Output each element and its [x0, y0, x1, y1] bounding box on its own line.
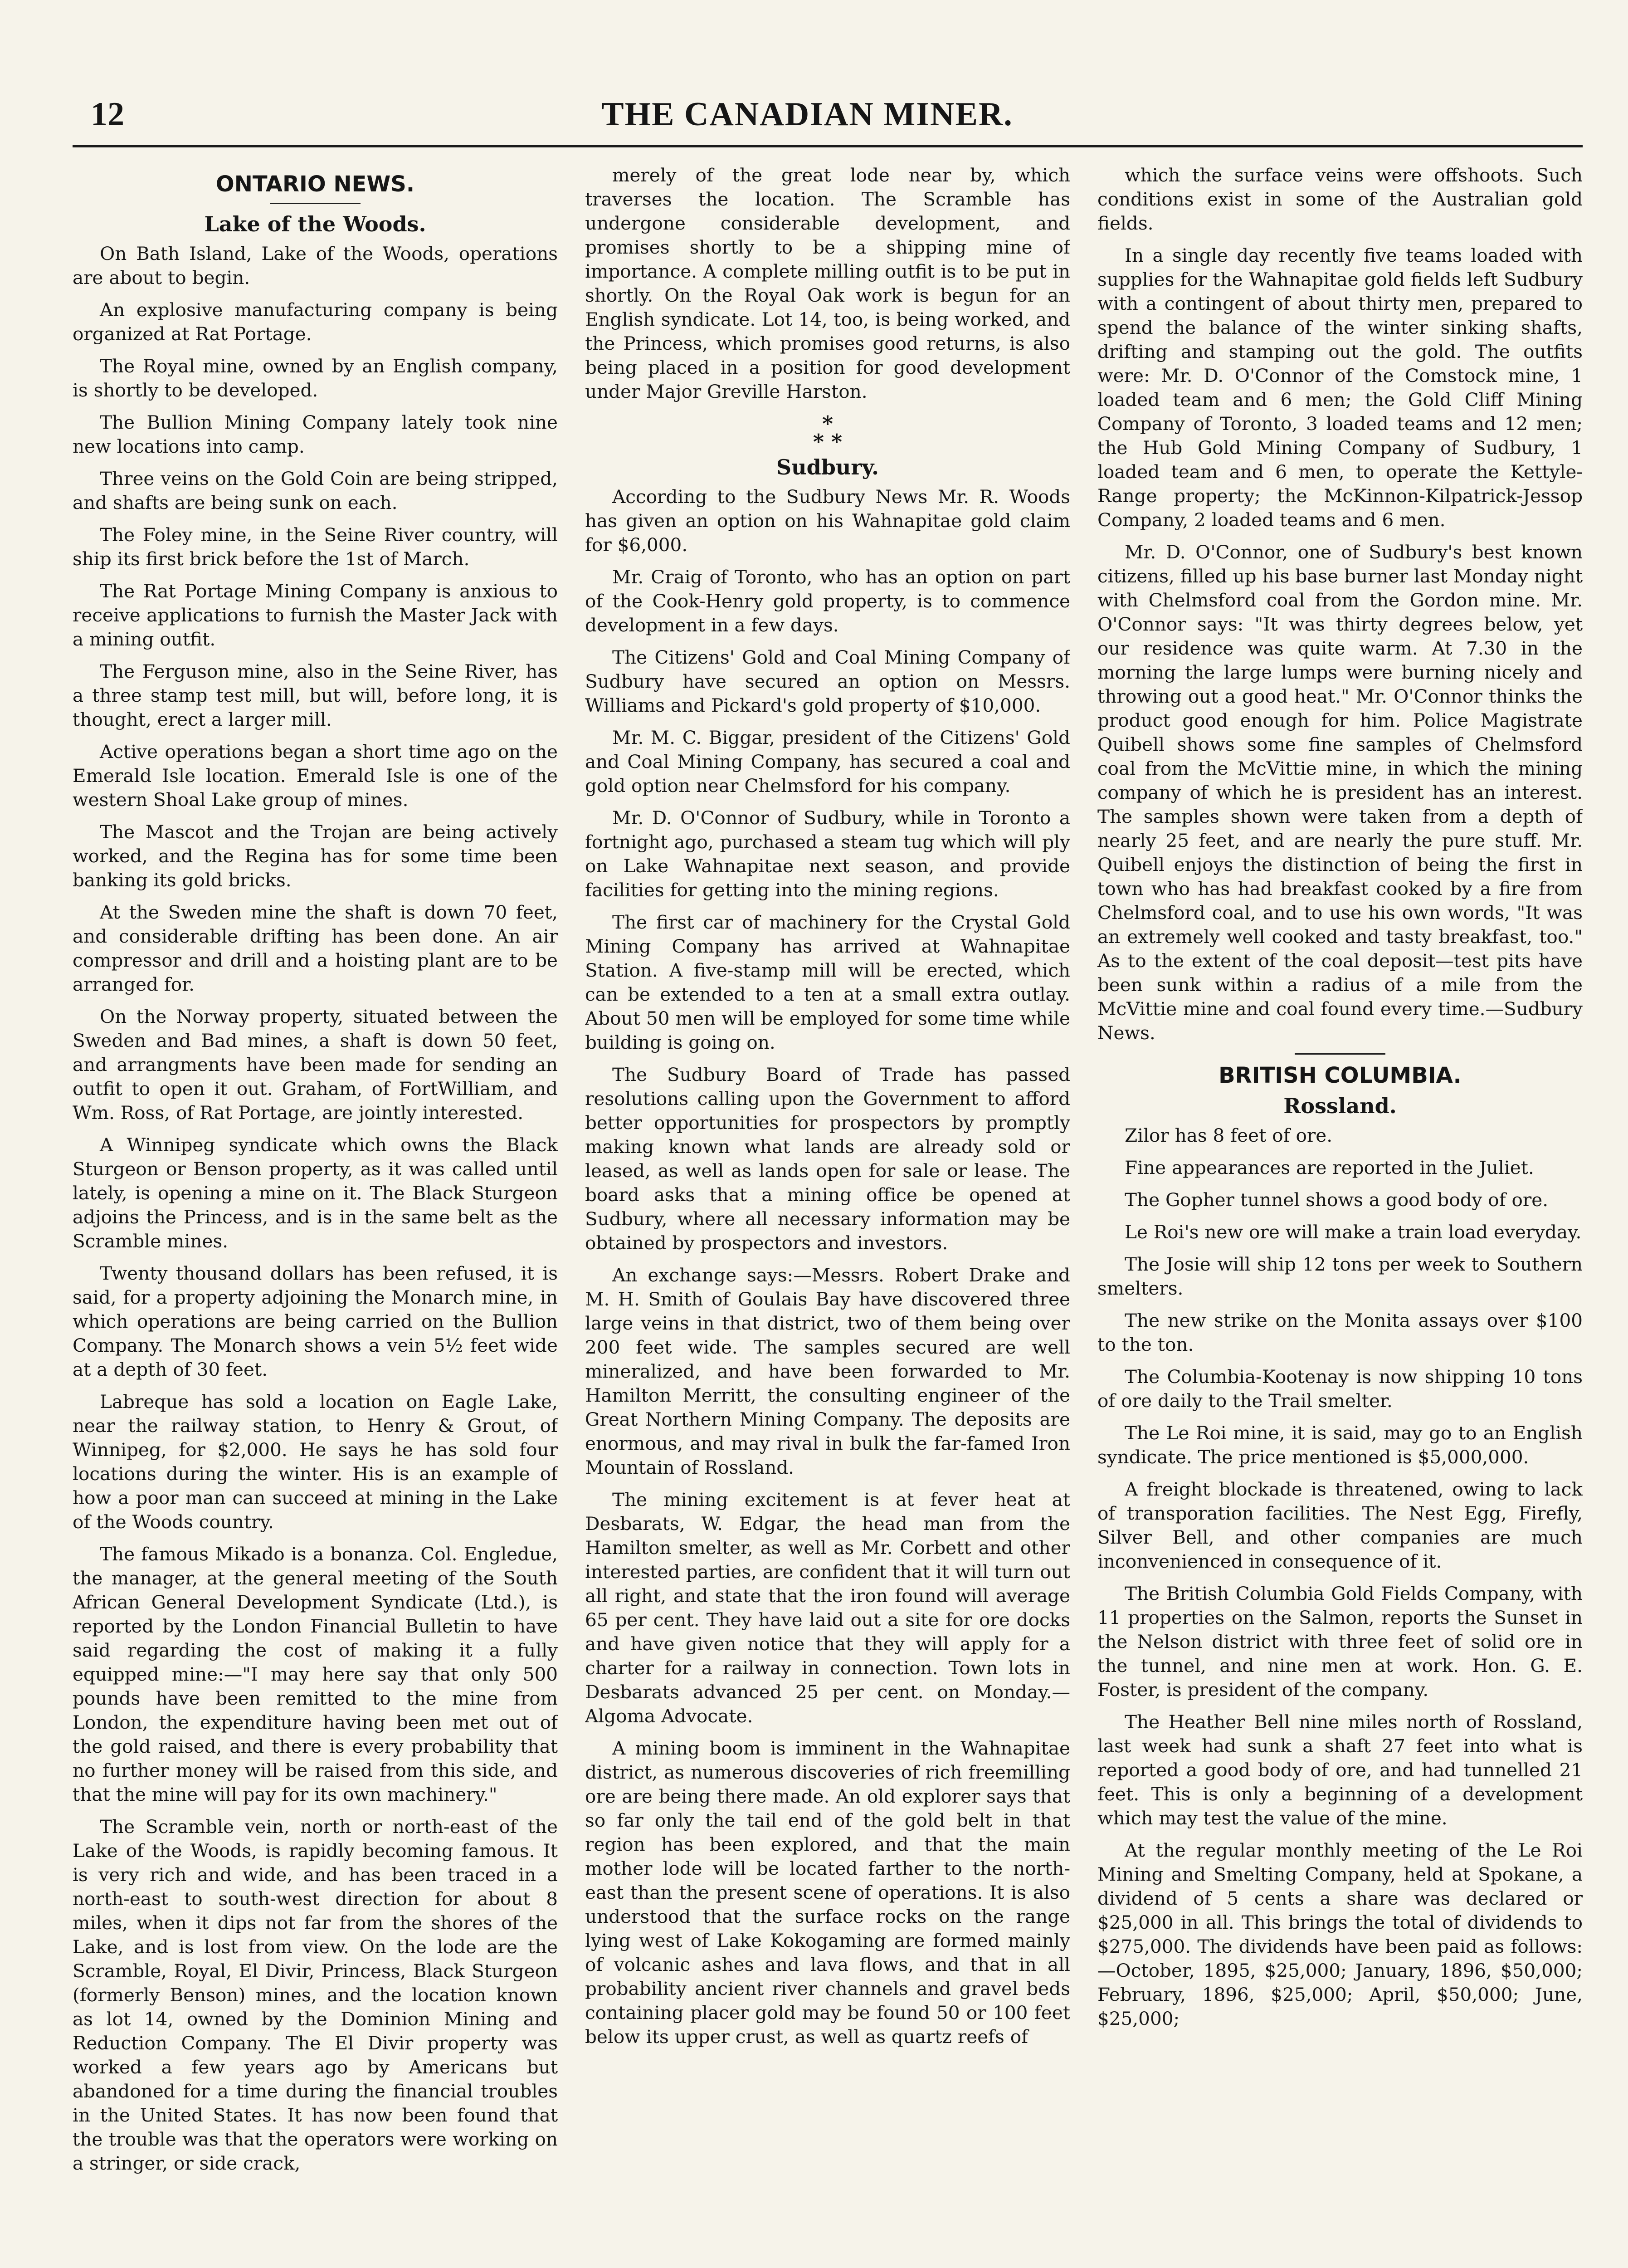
paragraph: Twenty thousand dollars has been refused, it is said, for a property adjoining the Monarch mine, in which operations are being carried on the Bullion Company. The Monarch shows a vein 5½ feet wide at a depth of 30 feet.: [73, 1262, 558, 1380]
asterism-divider: * * *: [813, 411, 843, 454]
section-title-british-columbia: BRITISH COLUMBIA.: [1219, 1063, 1462, 1088]
paragraph: merely of the great lode near by, which traverses the location. The Scramble has undergone considerable development, and promises shortly to be a shipping mine of importance. A complete milling outfit is to be put in shortly. On the Royal Oak work is begun for an English syndicate. Lot 14, too, is being worked, and the Princess, which promises good returns, is also being placed in a position for good development under Major Greville Harston.: [585, 164, 1070, 402]
paragraph: Mr. M. C. Biggar, president of the Citizens' Gold and Coal Mining Company, has secured a coal and gold option near Chelmsford for his company.: [585, 727, 1070, 797]
paragraph: Mr. Craig of Toronto, who has an option on part of the Cook-Henry gold property, is to commence development in a few days.: [585, 566, 1070, 636]
subhead-rossland: Rossland.: [1283, 1094, 1397, 1118]
paragraph: The Scramble vein, north or north-east of the Lake of the Woods, is rapidly becoming famous. It is very rich and wide, and has been traced in a north-east to south-west direction for about 8 miles, when it dips not far from the shores of the Lake, and is lost from view. On the lode are the Scramble, Royal, El Divir, Princess, Black Sturgeon (formerly Benson) mines, and the location known as lot 14, owned by the Dominion Mining and Reduction Company. The El Divir property was worked a few years ago by Americans but abandoned for a time during the financial troubles in the United States. It has now been found that the trouble was that the operators were working on a stringer, or side crack,: [73, 1816, 558, 2174]
column-2: [585, 163, 1070, 2268]
paragraph: The British Columbia Gold Fields Company, with 11 properties on the Salmon, reports the Sunset in the Nelson district with three feet of solid ore in the tunnel, and nine men at work. Hon. G. E. Foster, is president of the company.: [1097, 1583, 1583, 1701]
paragraph: The Columbia-Kootenay is now shipping 10 tons of ore daily to the Trail smelter.: [1097, 1366, 1583, 1412]
paragraph: A mining boom is imminent in the Wahnapitae district, as numerous discoveries of rich freemilling ore are being there made. An old explorer says that so far only the tail end of the gold belt in that region has been explored, and that the main mother lode will be located farther to the north-east than the present scene of operations. It is also understood that the surface rocks on the range lying west of Lake Kokogaming are formed mainly of volcanic ashes and lava flows, and that in all probability ancient river channels and gravel beds containing placer gold may be found 50 or 100 feet below its upper crust, as well as quartz reefs of: [585, 1737, 1070, 2048]
subhead-sudbury: Sudbury.: [776, 455, 879, 479]
subhead-lake-of-the-woods: Lake of the Woods.: [204, 212, 426, 236]
paragraph: At the Sweden mine the shaft is down 70 feet, and considerable drifting has been done. An air compressor and drill and a hoisting plant are to be arranged for.: [73, 901, 558, 995]
paragraph: Labreque has sold a location on Eagle Lake, near the railway station, to Henry & Grout, of Winnipeg, for $2,000. He says he has sold four locations during the winter. His is an example of how a poor man can succeed at mining in the Lake of the Woods country.: [73, 1391, 558, 1533]
paragraph: Mr. D. O'Connor of Sudbury, while in Toronto a fortnight ago, purchased a steam tug which will ply on Lake Wahnapitae next season, and provide facilities for getting into the mining regions.: [585, 807, 1070, 901]
paragraph: The Ferguson mine, also in the Seine River, has a three stamp test mill, but will, before long, it is thought, erect a larger mill.: [73, 660, 558, 730]
paragraph: Zilor has 8 feet of ore.: [1125, 1124, 1333, 1146]
paragraph: An exchange says:—Messrs. Robert Drake and M. H. Smith of Goulais Bay have discovered three large veins in that district, two of them being over 200 feet wide. The samples secured are well mineralized, and have been forwarded to Mr. Hamilton Merritt, the consulting engineer of the Great Northern Mining Company. The deposits are enormous, and may rival in bulk the far-famed Iron Mountain of Rossland.: [585, 1264, 1070, 1478]
paragraph: The Le Roi mine, it is said, may go to an English syndicate. The price mentioned is $5,000,000.: [1097, 1422, 1583, 1468]
paragraph: The mining excitement is at fever heat at Desbarats, W. Edgar, the head man from the Hamilton smelter, as well as Mr. Corbett and other interested parties, are confident that it will turn out all right, and state that the iron found will average 65 per cent. They have laid out a site for ore docks and have given notice that they will apply for a charter for a railway in connection. Town lots in Desbarats advanced 25 per cent. on Monday.—Algoma Advocate.: [585, 1489, 1070, 1727]
paragraph: The Josie will ship 12 tons per week to Southern smelters.: [1097, 1253, 1583, 1299]
paragraph: The Sudbury Board of Trade has passed resolutions calling upon the Government to afford better opportunities for prospectors by promptly making known what lands are already sold or leased, as well as lands open for sale or lease. The board asks that a mining office be opened at Sudbury, where all necessary information may be obtained by prospectors and investors.: [585, 1064, 1070, 1254]
page-number: 12: [91, 96, 124, 133]
masthead-title: THE CANADIAN MINER.: [601, 96, 1013, 133]
divider: [1295, 1053, 1385, 1055]
paragraph: Mr. D. O'Connor, one of Sudbury's best known citizens, filled up his base burner last Monday night with Chelmsford coal from the Gordon mine. Mr. O'Connor says: "It was thirty degrees below, yet our residence was quite warm. At 7.30 in the morning the large lumps were burning nicely and throwing out a good heat." Mr. O'Connor thinks the product good enough for him. Police Magistrate Quibell shows some fine samples of Chelmsford coal from the McVittie mine, in which the mining company of which he is president has an interest. The samples shown were taken from a depth of nearly 25 feet, and are nearly the pure stuff. Mr. Quibell enjoys the distinction of being the first in town who has had breakfast cooked by a fire from Chelmsford coal, and to use his own words, "It was an extremely well cooked and tasty breakfast, too." As to the extent of the coal deposit—test pits have been sunk within a radius of a mile from the McVittie mine and coal found every time.—Sudbury News.: [1097, 541, 1583, 1044]
paragraph: The Heather Bell nine miles north of Rossland, last week had sunk a shaft 27 feet into what is reported a good body of ore, and had tunnelled 21 feet. This is only a beginning of a development which may test the value of the mine.: [1097, 1711, 1583, 1829]
divider: [270, 203, 361, 204]
paragraph: The new strike on the Monita assays over $100 to the ton.: [1097, 1310, 1583, 1355]
paragraph: The Foley mine, in the Seine River country, will ship its first brick before the 1st of March.: [73, 524, 558, 570]
paragraph: The first car of machinery for the Crystal Gold Mining Company has arrived at Wahnapitae Station. A five-stamp mill will be erected, which can be extended to a ten at a small extra outlay. About 50 men will be employed for some time while building is going on.: [585, 911, 1070, 1053]
article-columns: [73, 163, 1583, 2268]
paragraph: The Royal mine, owned by an English company, is shortly to be developed.: [73, 355, 558, 401]
paragraph: An explosive manufacturing company is being organized at Rat Portage.: [73, 299, 558, 345]
paragraph: On the Norway property, situated between the Sweden and Bad mines, a shaft is down 50 feet, and arrangments have been made for sending an outfit to open it out. Graham, of FortWilliam, and Wm. Ross, of Rat Portage, are jointly interested.: [73, 1006, 558, 1124]
paragraph: According to the Sudbury News Mr. R. Woods has given an option on his Wahnapitae gold claim for $6,000.: [585, 486, 1070, 556]
paragraph: The Bullion Mining Company lately took nine new locations into camp.: [73, 411, 558, 457]
paragraph: which the surface veins were offshoots. Such conditions exist in some of the Australian gold fields.: [1097, 164, 1583, 234]
paragraph: Active operations began a short time ago on the Emerald Isle location. Emerald Isle is one of the western Shoal Lake group of mines.: [73, 741, 558, 811]
paragraph: At the regular monthly meeting of the Le Roi Mining and Smelting Company, held at Spokane, a dividend of 5 cents a share was declared or $25,000 in all. This brings the total of dividends to $275,000. The dividends have been paid as follows:—October, 1895, $25,000; January, 1896, $50,000; February, 1896, $25,000; April, $50,000; June, $25,000;: [1097, 1839, 1583, 2029]
paragraph: Three veins on the Gold Coin are being stripped, and shafts are being sunk on each.: [73, 468, 558, 513]
page-header: [82, 91, 1533, 145]
column-1: [73, 163, 558, 2268]
column-3: [1097, 163, 1583, 2268]
header-rule: [73, 145, 1583, 147]
paragraph: On Bath Island, Lake of the Woods, operations are about to begin.: [73, 243, 558, 288]
paragraph: A Winnipeg syndicate which owns the Black Sturgeon or Benson property, as it was called until lately, is opening a mine on it. The Black Sturgeon adjoins the Princess, and is in the same belt as the Scramble mines.: [73, 1134, 558, 1252]
paragraph: The Mascot and the Trojan are being actively worked, and the Regina has for some time been banking its gold bricks.: [73, 821, 558, 891]
paragraph: In a single day recently five teams loaded with supplies for the Wahnapitae gold fields left Sudbury with a contingent of about thirty men, prepared to spend the balance of the winter sinking shafts, drifting and stamping out the gold. The outfits were: Mr. D. O'Connor of the Comstock mine, 1 loaded team and 6 men; the Gold Cliff Mining Company of Toronto, 3 loaded teams and 12 men; the Hub Gold Mining Company of Sudbury, 1 loaded team and 6 men, to operate the Kettyle-Range property; the McKinnon-Kilpatrick-Jessop Company, 2 loaded teams and 6 men.: [1097, 244, 1583, 531]
paragraph: The Citizens' Gold and Coal Mining Company of Sudbury have secured an option on Messrs. Williams and Pickard's gold property of $10,000.: [585, 646, 1070, 716]
paragraph: The famous Mikado is a bonanza. Col. Engledue, the manager, at the general meeting of the South African General Development Syndicate (Ltd.), is reported by the London Financial Bulletin to have said regarding the cost of making it a fully equipped mine:—"I may here say that only 500 pounds have been remitted to the mine from London, the expenditure having been met out of the gold raised, and there is every probability that no further money will be raised from this side, and that the mine will pay for its own machinery.": [73, 1543, 558, 1805]
paragraph: The Gopher tunnel shows a good body of ore.: [1125, 1189, 1549, 1211]
section-title-ontario: ONTARIO NEWS.: [215, 171, 415, 197]
paragraph: The Rat Portage Mining Company is anxious to receive applications to furnish the Master Jack with a mining outfit.: [73, 580, 558, 650]
paragraph: A freight blockade is threatened, owing to lack of transporation facilities. The Nest Egg, Firefly, Silver Bell, and other companies are much inconvenienced in consequence of it.: [1097, 1478, 1583, 1572]
paragraph: Fine appearances are reported in the Juliet.: [1125, 1157, 1534, 1178]
paragraph: Le Roi's new ore will make a train load everyday.: [1125, 1221, 1582, 1243]
